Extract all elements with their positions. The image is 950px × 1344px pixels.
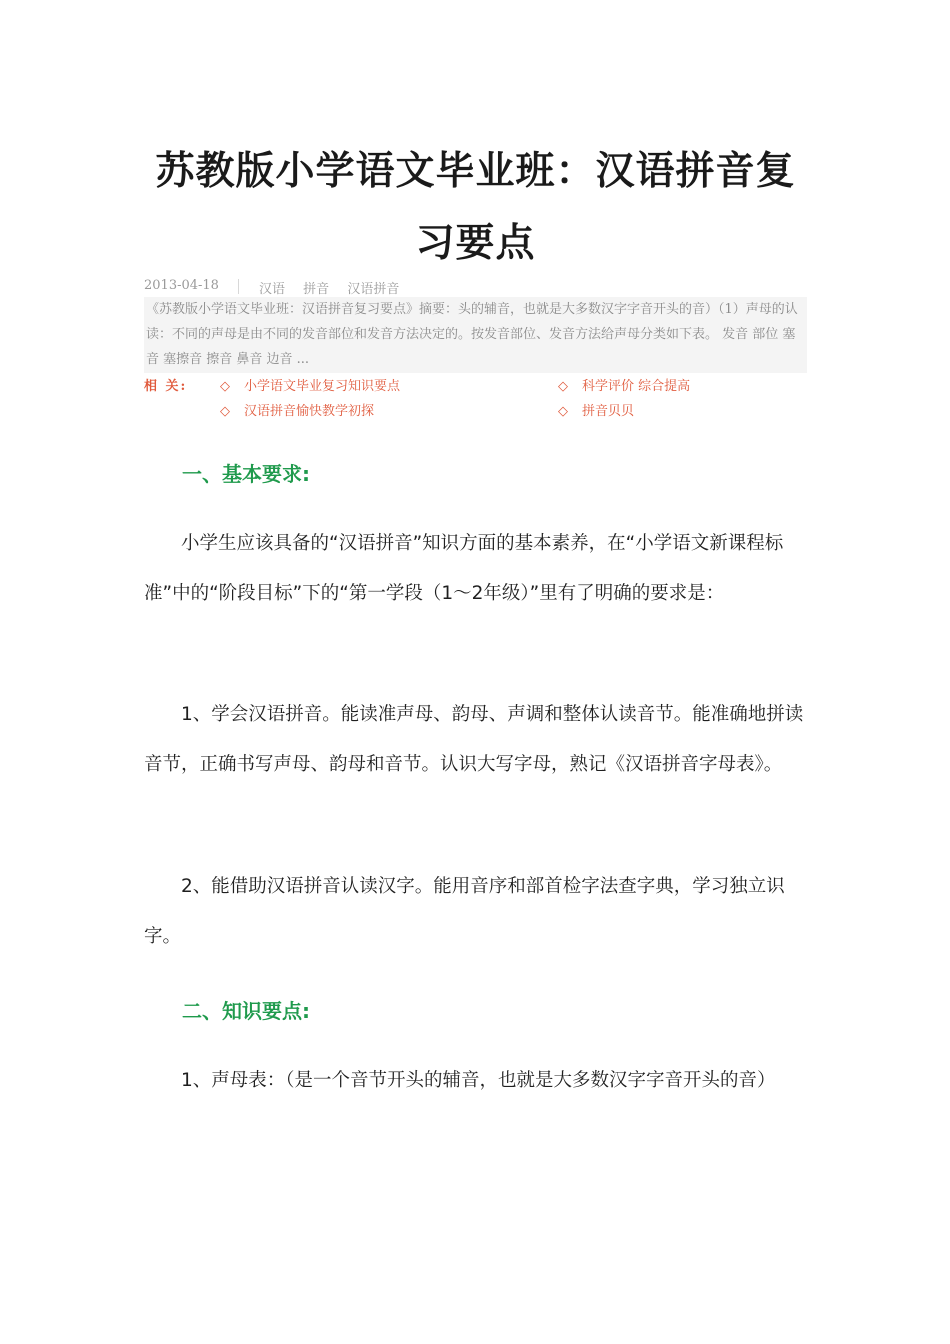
- article: [144, 0, 807, 1091]
- related-item: [558, 376, 690, 398]
- section-heading: 二、知识要点:: [182, 999, 310, 1023]
- related-link[interactable]: 汉语拼音愉快教学初探: [244, 404, 375, 419]
- body-paragraph: 1、学会汉语拼音。能读准声母、韵母、声调和整体认读音节。能准确地拼读音节，正确书写声母、韵母和音节。认识大写字母，熟记《汉语拼音字母表》。: [144, 704, 804, 775]
- related-link[interactable]: 科学评价 综合提高: [582, 379, 691, 394]
- article-summary: 《苏教版小学语文毕业班：汉语拼音复习要点》摘要：头的辅音，也就是大多数汉字字音开头的音）（1）声母的认读：不同的声母是由不同的发音部位和发音方法决定的。按发音部位、发音方法给声母分类如下表。 发音 部位 塞音 塞擦音 擦音 鼻音 边音 ...: [144, 297, 807, 373]
- tag-item[interactable]: 汉语拼音: [347, 282, 400, 297]
- related-item: [558, 401, 634, 423]
- diamond-bullet-icon: ◇: [220, 379, 230, 394]
- related-item: [220, 376, 400, 398]
- related-link[interactable]: 拼音贝贝: [582, 404, 635, 419]
- page-title: 苏教版小学语文毕业班：汉语拼音复习要点: [155, 149, 796, 266]
- diamond-bullet-icon: ◇: [558, 404, 568, 419]
- publish-date: 2013-04-18: [144, 278, 219, 293]
- body-paragraph: 1、声母表：（是一个音节开头的辅音，也就是大多数汉字字音开头的音）: [181, 1070, 776, 1091]
- diamond-bullet-icon: ◇: [220, 404, 230, 419]
- tag-list: [259, 278, 413, 297]
- meta-divider: [238, 279, 239, 294]
- tag-item[interactable]: 汉语: [259, 282, 286, 297]
- related-links: [144, 376, 807, 426]
- section-heading: 一、基本要求:: [182, 462, 310, 486]
- related-label: 相 关:: [144, 379, 188, 394]
- diamond-bullet-icon: ◇: [558, 379, 568, 394]
- related-link[interactable]: 小学语文毕业复习知识要点: [244, 379, 401, 394]
- body-paragraph: 2、能借助汉语拼音认读汉字。能用音序和部首检字法查字典，学习独立识字。: [144, 876, 785, 947]
- article-meta: [144, 278, 807, 296]
- body-paragraph: 小学生应该具备的“汉语拼音”知识方面的基本素养，在“小学语文新课程标准”中的“阶段目标”下的“第一学段（1～2年级）”里有了明确的要求是：: [144, 533, 784, 604]
- tag-item[interactable]: 拼音: [303, 282, 330, 297]
- related-item: [220, 401, 374, 423]
